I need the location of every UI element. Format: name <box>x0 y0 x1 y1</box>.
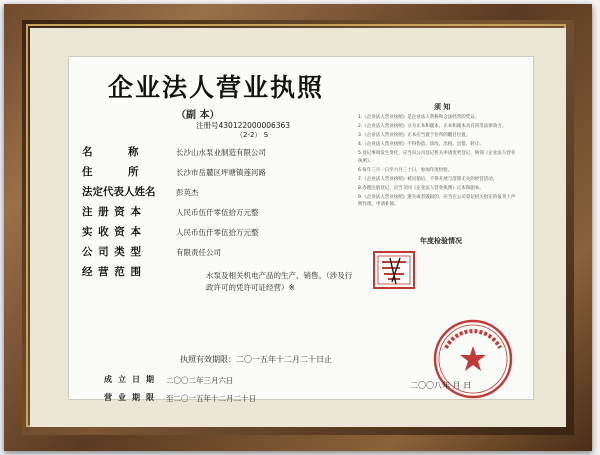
field-value-address: 长沙市岳麓区坪塘镇莲河路 <box>176 168 266 177</box>
validity-label: 执照有效期限： <box>180 355 236 364</box>
field-value-legal-rep: 彭英杰 <box>176 188 199 197</box>
notice-list <box>358 114 518 210</box>
notice-item: 9.《企业法人营业执照》遗失或者毁损的，应当在公司登记机关指定的报刊上声明作废，申请补领。 <box>358 194 516 207</box>
notice-item: 4.《企业法人营业执照》不得伪造、涂改、出租、出借、转让。 <box>358 142 484 147</box>
field-label-registered-capital: 注 册 资 本 <box>82 206 142 218</box>
frame-inner <box>22 20 574 435</box>
field-value-company-type: 有限责任公司 <box>176 248 221 257</box>
certificate <box>68 56 534 403</box>
established-label: 成立日期 <box>104 375 160 384</box>
notice-item: 8.办理注销登记，应当交回《企业法人营业执照》正本和副本。 <box>358 185 484 191</box>
term-label: 营业期限 <box>104 393 160 402</box>
notice-item: 1.《企业法人营业执照》是企业法人资格和合法经营的凭证。 <box>358 115 480 120</box>
notice-item: 5.登记事项发生变化，应当向公司登记机关申请变更登记，换领《企业法人营业执照》。 <box>358 151 516 164</box>
field-value-business-scope: 水泵及相关机电产品的生产、销售。（涉及行政许可的凭许可证经营）※ <box>206 271 353 292</box>
field-label-legal-rep: 法定代表人姓名 <box>82 186 156 198</box>
inspection-stamp-icon <box>370 246 418 294</box>
field-label-business-scope: 经 营 范 围 <box>82 266 142 278</box>
notice-item: 2.《企业法人营业执照》分为正本和副本，正本和副本具有同等法律效力。 <box>358 124 507 129</box>
certificate-subtitle: （副 本） <box>176 110 220 121</box>
registration-number: 注册号430122000006363 <box>196 121 291 130</box>
established-value: 二〇〇二年三月六日 <box>166 376 234 385</box>
mat-board <box>30 28 566 427</box>
notice-title: 须 知 <box>434 103 451 111</box>
picture-frame <box>4 4 592 451</box>
field-value-name: 长沙山水泵业制造有限公司 <box>176 148 266 157</box>
validity <box>180 354 332 365</box>
issue-date: 二〇〇八年 月 日 <box>410 381 472 390</box>
field-value-registered-capital: 人民币伍仟零伍拾万元整 <box>176 208 259 217</box>
certificate-title: 企业法人营业执照 <box>108 73 325 102</box>
notice-item: 3.《企业法人营业执照》正本应当置于住所的醒目位置。 <box>358 133 471 138</box>
validity-value: 二〇一五年十二月二十日止 <box>236 355 332 364</box>
field-label-name: 名 称 <box>82 146 140 158</box>
term-value: 至二〇一五年十二月二十日 <box>166 394 256 403</box>
notice-item: 7.《企业法人营业执照》被吊销后，不得开展与清算无关的经营活动。 <box>358 176 498 182</box>
notice-item: 6.每年三月一日至六月三十日，参加年度检验。 <box>358 167 453 173</box>
field-label-company-type: 公 司 类 型 <box>82 246 142 258</box>
field-label-paid-capital: 实 收 资 本 <box>82 226 142 238</box>
copy-number: （2-2） S <box>236 131 269 139</box>
field-label-address: 住 所 <box>82 166 140 178</box>
annual-inspection-heading: 年度检验情况 <box>420 237 462 245</box>
field-value-paid-capital: 人民币伍仟零伍拾万元整 <box>176 228 259 237</box>
